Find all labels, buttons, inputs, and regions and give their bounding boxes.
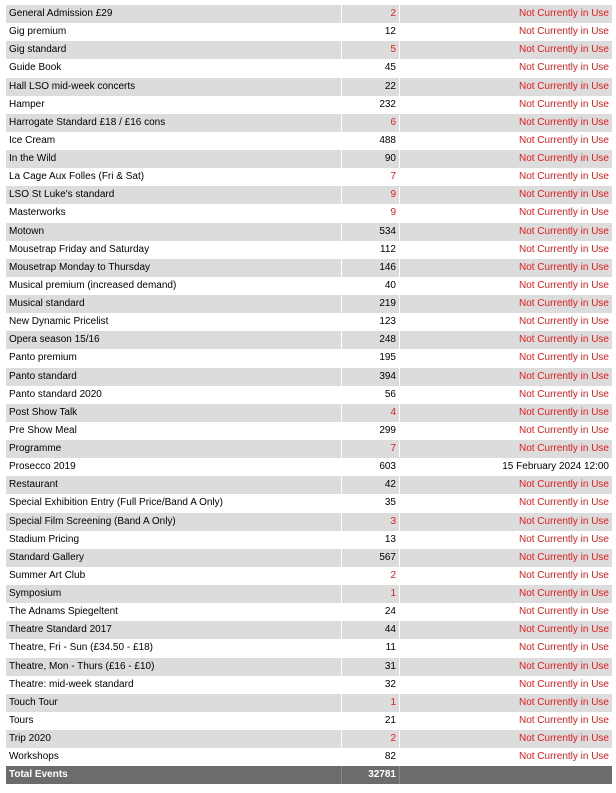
row-count-cell: 7 — [342, 168, 400, 186]
row-name-cell: Post Show Talk — [6, 404, 342, 422]
row-count-cell: 232 — [342, 96, 400, 114]
row-count-cell: 31 — [342, 658, 400, 676]
row-name-cell: Summer Art Club — [6, 567, 342, 585]
row-name-cell: Musical standard — [6, 295, 342, 313]
row-status-cell: 15 February 2024 12:00 — [502, 461, 609, 473]
table-row — [6, 712, 612, 730]
row-name-cell: Touch Tour — [6, 694, 342, 712]
table-row — [6, 494, 612, 512]
row-count-cell: 1 — [342, 694, 400, 712]
row-name-cell: Tours — [6, 712, 342, 730]
table-row — [6, 41, 612, 59]
row-name-cell: Standard Gallery — [6, 549, 342, 567]
row-status-cell: Not Currently in Use — [518, 588, 609, 599]
row-count-cell: 488 — [342, 132, 400, 150]
row-status-cell: Not Currently in Use — [518, 8, 609, 19]
row-name-cell: In the Wild — [6, 150, 342, 168]
row-count-cell: 567 — [342, 549, 400, 567]
row-status-cell: Not Currently in Use — [518, 751, 609, 763]
row-status-cell: Not Currently in Use — [518, 80, 609, 92]
table-row — [6, 567, 612, 585]
row-status-cell: Not Currently in Use — [518, 261, 609, 273]
table-row — [6, 639, 612, 657]
row-count-cell: 195 — [342, 349, 400, 367]
row-name-cell: Gig standard — [6, 41, 342, 59]
row-status-cell: Not Currently in Use — [518, 352, 609, 364]
row-count-cell: 3 — [342, 513, 400, 531]
table-row — [6, 676, 612, 694]
table-row — [6, 422, 612, 440]
row-count-cell: 82 — [342, 748, 400, 766]
row-name-cell: Trip 2020 — [6, 730, 342, 748]
row-status-cell: Not Currently in Use — [518, 44, 609, 56]
row-count-cell: 1 — [342, 585, 400, 603]
row-count-cell: 2 — [342, 567, 400, 585]
total-value: 32781 — [342, 766, 400, 784]
table-row — [6, 241, 612, 259]
row-count-cell: 90 — [342, 150, 400, 168]
row-status-cell: Not Currently in Use — [518, 153, 609, 164]
row-count-cell: 40 — [342, 277, 400, 295]
row-status-cell: Not Currently in Use — [518, 443, 609, 454]
row-status-cell: Not Currently in Use — [518, 316, 609, 328]
row-status-cell: Not Currently in Use — [518, 624, 609, 636]
table-row — [6, 404, 612, 422]
row-count-cell: 2 — [342, 730, 400, 748]
row-status-cell: Not Currently in Use — [518, 370, 609, 382]
row-name-cell: Stadium Pricing — [6, 531, 342, 549]
price-list-usage-table — [6, 5, 612, 784]
row-name-cell: Pre Show Meal — [6, 422, 342, 440]
row-status-cell: Not Currently in Use — [518, 533, 609, 545]
row-count-cell: 2 — [342, 5, 400, 23]
row-name-cell: Guide Book — [6, 59, 342, 77]
row-count-cell: 11 — [342, 639, 400, 657]
table-row — [6, 603, 612, 621]
table-row — [6, 531, 612, 549]
row-name-cell: Hamper — [6, 96, 342, 114]
table-row — [6, 694, 612, 712]
table-row — [6, 168, 612, 186]
row-count-cell: 299 — [342, 422, 400, 440]
row-count-cell: 248 — [342, 331, 400, 349]
row-name-cell: Symposium — [6, 585, 342, 603]
table-row — [6, 658, 612, 676]
row-status-cell: Not Currently in Use — [518, 388, 609, 400]
row-count-cell: 7 — [342, 440, 400, 458]
table-row — [6, 5, 612, 23]
table-row — [6, 458, 612, 476]
row-status-cell: Not Currently in Use — [518, 424, 609, 436]
row-count-cell: 56 — [342, 386, 400, 404]
row-status-cell: Not Currently in Use — [518, 225, 609, 237]
row-status-cell: Not Currently in Use — [518, 98, 609, 110]
row-count-cell: 45 — [342, 59, 400, 77]
total-label: Total Events — [6, 766, 342, 784]
row-name-cell: Opera season 15/16 — [6, 331, 342, 349]
row-count-cell: 35 — [342, 494, 400, 512]
table-row — [6, 150, 612, 168]
row-status-cell: Not Currently in Use — [518, 551, 609, 563]
row-name-cell: Musical premium (increased demand) — [6, 277, 342, 295]
table-row — [6, 476, 612, 494]
table-row — [6, 730, 612, 748]
table-row — [6, 223, 612, 241]
row-count-cell: 394 — [342, 368, 400, 386]
row-count-cell: 534 — [342, 223, 400, 241]
row-count-cell: 9 — [342, 186, 400, 204]
row-count-cell: 219 — [342, 295, 400, 313]
table-row — [6, 59, 612, 77]
row-name-cell: LSO St Luke's standard — [6, 186, 342, 204]
row-name-cell: Panto standard 2020 — [6, 386, 342, 404]
row-status-cell: Not Currently in Use — [518, 298, 609, 309]
row-name-cell: Workshops — [6, 748, 342, 766]
table-row — [6, 748, 612, 766]
row-count-cell: 42 — [342, 476, 400, 494]
row-name-cell: Theatre Standard 2017 — [6, 621, 342, 639]
table-row — [6, 440, 612, 458]
row-count-cell: 32 — [342, 676, 400, 694]
row-count-cell: 24 — [342, 603, 400, 621]
table-row — [6, 277, 612, 295]
table-row — [6, 549, 612, 567]
row-name-cell: Harrogate Standard £18 / £16 cons — [6, 114, 342, 132]
table-row — [6, 295, 612, 313]
row-status-cell: Not Currently in Use — [518, 714, 609, 726]
row-name-cell: Special Film Screening (Band A Only) — [6, 513, 342, 531]
total-status — [400, 766, 612, 784]
row-count-cell: 13 — [342, 531, 400, 549]
row-name-cell: Special Exhibition Entry (Full Price/Band A Only) — [6, 494, 342, 512]
table-row — [6, 585, 612, 603]
row-status-cell: Not Currently in Use — [518, 660, 609, 672]
table-row — [6, 78, 612, 96]
row-count-cell: 9 — [342, 204, 400, 222]
row-count-cell: 112 — [342, 241, 400, 259]
row-name-cell: Theatre, Fri - Sun (£34.50 - £18) — [6, 639, 342, 657]
row-status-cell: Not Currently in Use — [518, 189, 609, 201]
row-status-cell: Not Currently in Use — [518, 406, 609, 418]
row-status-cell: Not Currently in Use — [518, 243, 609, 255]
table-row — [6, 114, 612, 132]
table-row — [6, 368, 612, 386]
row-count-cell: 5 — [342, 41, 400, 59]
table-row — [6, 132, 612, 150]
row-name-cell: Mousetrap Monday to Thursday — [6, 259, 342, 277]
row-name-cell: New Dynamic Pricelist — [6, 313, 342, 331]
row-name-cell: Mousetrap Friday and Saturday — [6, 241, 342, 259]
row-status-cell: Not Currently in Use — [518, 497, 609, 509]
row-status-cell: Not Currently in Use — [518, 678, 609, 690]
row-name-cell: Hall LSO mid-week concerts — [6, 78, 342, 96]
row-count-cell: 44 — [342, 621, 400, 639]
table-row — [6, 331, 612, 349]
row-status-cell: Not Currently in Use — [518, 26, 609, 38]
row-count-cell: 603 — [342, 458, 400, 476]
row-status-cell: Not Currently in Use — [518, 642, 609, 654]
row-status-cell: Not Currently in Use — [518, 116, 609, 128]
row-name-cell: Restaurant — [6, 476, 342, 494]
total-row — [6, 766, 612, 784]
row-name-cell: Programme — [6, 440, 342, 458]
row-count-cell: 12 — [342, 23, 400, 41]
table-row — [6, 513, 612, 531]
table-row — [6, 313, 612, 331]
table-body — [6, 5, 612, 766]
row-status-cell: Not Currently in Use — [518, 479, 609, 491]
row-name-cell: Panto standard — [6, 368, 342, 386]
table-row — [6, 186, 612, 204]
row-name-cell: General Admission £29 — [6, 5, 342, 23]
row-name-cell: The Adnams Spiegeltent — [6, 603, 342, 621]
table-row — [6, 386, 612, 404]
row-name-cell: La Cage Aux Folles (Fri & Sat) — [6, 168, 342, 186]
row-name-cell: Prosecco 2019 — [6, 458, 342, 476]
row-status-cell: Not Currently in Use — [518, 62, 609, 74]
row-name-cell: Ice Cream — [6, 132, 342, 150]
row-count-cell: 146 — [342, 259, 400, 277]
row-count-cell: 6 — [342, 114, 400, 132]
row-status-cell: Not Currently in Use — [518, 134, 609, 146]
row-status-cell: Not Currently in Use — [518, 606, 609, 618]
table-row — [6, 621, 612, 639]
row-count-cell: 123 — [342, 313, 400, 331]
row-name-cell: Masterworks — [6, 204, 342, 222]
row-status-cell: Not Currently in Use — [518, 733, 609, 744]
table-row — [6, 204, 612, 222]
row-count-cell: 4 — [342, 404, 400, 422]
row-status-cell: Not Currently in Use — [518, 171, 609, 183]
table-row — [6, 259, 612, 277]
row-status-cell: Not Currently in Use — [518, 207, 609, 219]
table-row — [6, 349, 612, 367]
row-count-cell: 22 — [342, 78, 400, 96]
row-name-cell: Theatre, Mon - Thurs (£16 - £10) — [6, 658, 342, 676]
row-name-cell: Panto premium — [6, 349, 342, 367]
row-name-cell: Gig premium — [6, 23, 342, 41]
table-row — [6, 23, 612, 41]
row-status-cell: Not Currently in Use — [518, 569, 609, 581]
row-status-cell: Not Currently in Use — [518, 279, 609, 291]
row-status-cell: Not Currently in Use — [518, 334, 609, 346]
table-row — [6, 96, 612, 114]
row-count-cell: 21 — [342, 712, 400, 730]
row-name-cell: Theatre: mid-week standard — [6, 676, 342, 694]
row-status-cell: Not Currently in Use — [518, 515, 609, 527]
row-status-cell: Not Currently in Use — [518, 696, 609, 708]
row-name-cell: Motown — [6, 223, 342, 241]
